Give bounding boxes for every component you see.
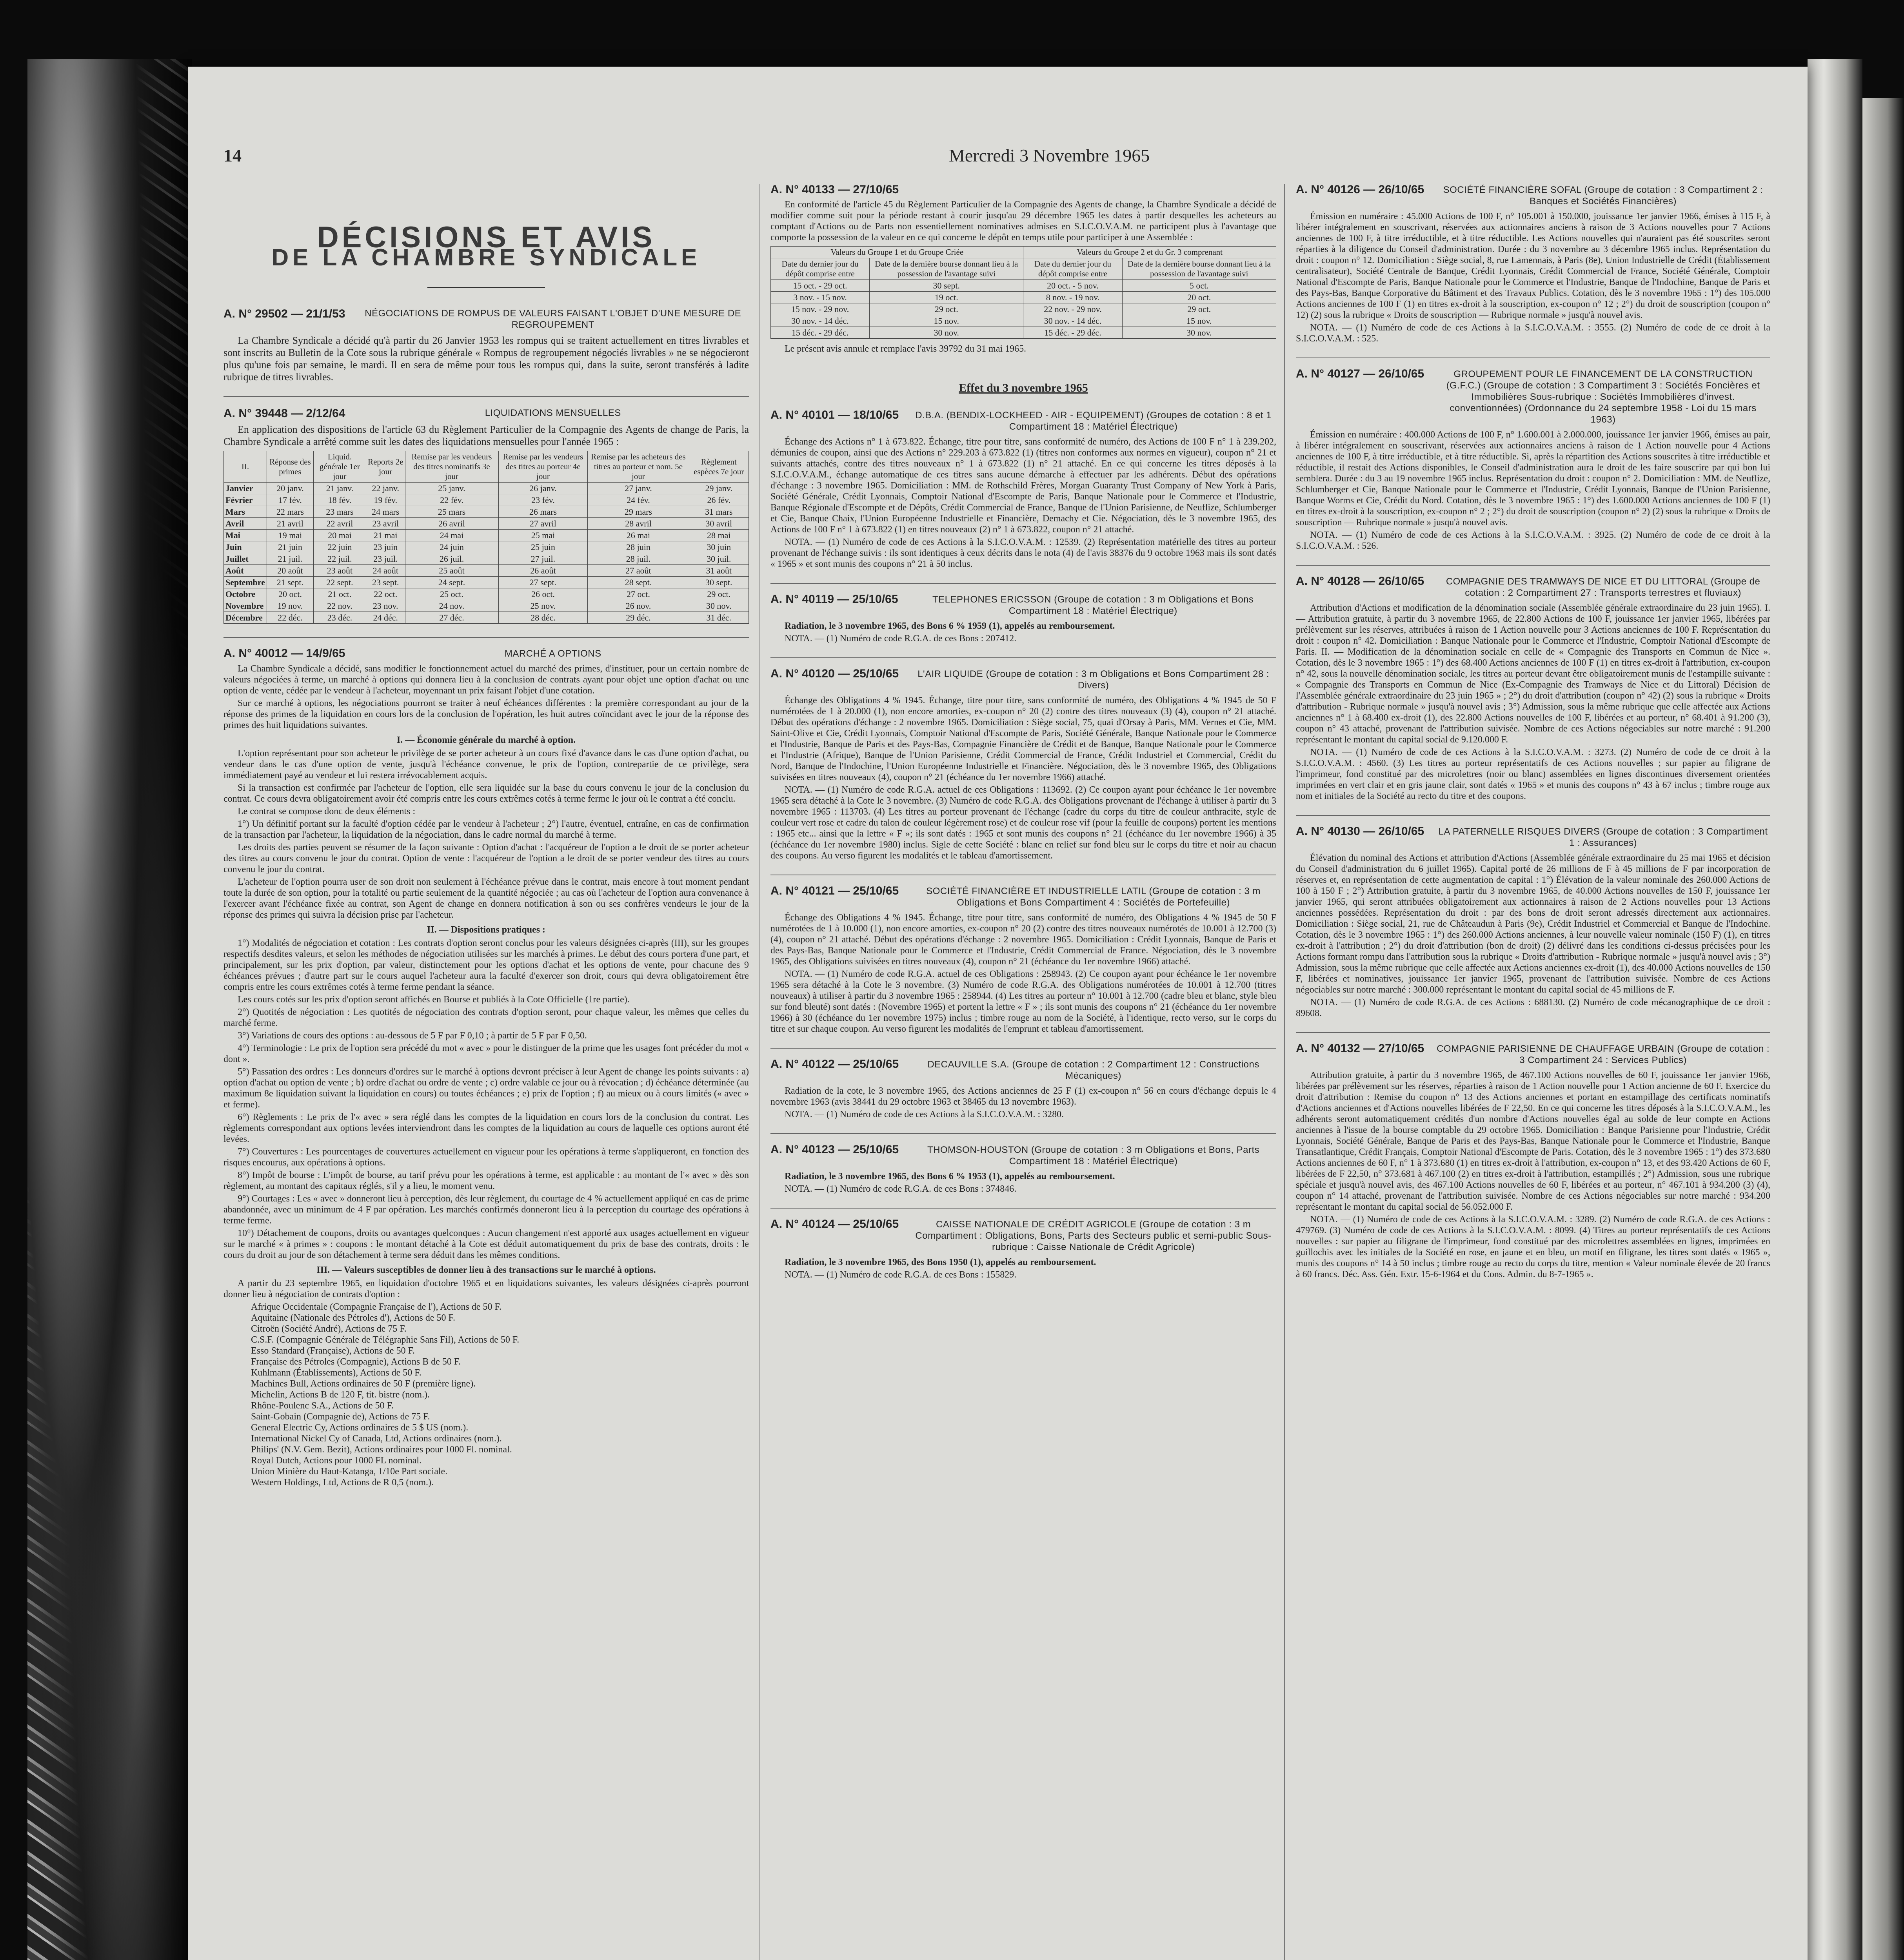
notice-40132 [1296, 1043, 1770, 1280]
notice-nota: NOTA. — (1) Numéro de code R.G.A. de ces Actions : 688130. (2) Numéro de code mécanographique de ce droit : 89608. [1296, 997, 1770, 1018]
notice-ref: A. N° 40101 — 18/10/65 [770, 408, 899, 421]
section-heading: III. — Valeurs susceptibles de donner lieu à des transactions sur le marché à options. [316, 1265, 656, 1275]
notice-nota: NOTA. — (1) Numéro de code de ces Actions à la S.I.C.O.V.A.M. : 3555. (2) Numéro de code de ce droit à la S.I.C.O.V.A.M. : 525. [1296, 323, 1770, 344]
notice-subject: LIQUIDATIONS MENSUELLES [485, 408, 621, 418]
table-cell: 30 sept. [689, 577, 749, 588]
table-cell: 21 oct. [313, 588, 366, 600]
list-item: Western Holdings, Ltd, Actions de R 0,5 (nom.). [251, 1477, 434, 1488]
table-cell: 28 juin [588, 541, 689, 553]
table-row [224, 518, 749, 530]
notice-body: Échange des Obligations 4 % 1945. Échange, titre pour titre, sans conformité de numéro, des Obligations 4 % 1945 de 50 F numérotées de 1 à 20.000 (1), non encore amorties, ex-coupon n° 20 (2) contre des titres nouveaux (3) (4), coupon n° 21 attaché. Début des opérations d'échange : 2 novembre 1965. Domiciliation : Siège social, 75, quai d'Orsay à Paris, MM. Vernes et Cie, MM. Saint-Olive et Cie, Crédit Lyonnais, Comptoir National d'Escompte de Paris, Société Générale, Banque Nationale pour le Commerce et l'Industrie, Banque de Paris et des Pays-Bas, Compagnie Financière de Crédit et de Banque, Banque Nationale pour le Commerce et l'Industrie (Afrique), Banque de l'Union Parisienne, Crédit Commercial de France, Crédit Industriel et Commercial, Crédit du Nord, Banque de l'Indochine, l'Union Européenne Industrielle et Financière. Négociation, dès le 3 novembre 1965, des Obligations suivisées en titres nouveaux (4), coupon n° 21 (échéance du 1er novembre 1966) attaché. [770, 695, 1276, 782]
table-cell: 23 mars [313, 506, 366, 518]
table-cell: Avril [224, 518, 267, 530]
table-cell: 21 janv. [313, 483, 366, 494]
table-cell: Mars [224, 506, 267, 518]
table-cell: 22 nov. [313, 600, 366, 612]
title-rule [427, 287, 545, 288]
table-cell: 27 juil. [498, 553, 588, 565]
paragraph: Les cours cotés sur les prix d'option seront affichés en Bourse et publiés à la Cote Officielle (1re partie). [238, 995, 630, 1005]
table-cell: 19 nov. [267, 600, 314, 612]
notice-nota: NOTA. — (1) Numéro de code R.G.A. de ces Bons : 207412. [785, 633, 1017, 644]
deposit-dates-table [770, 246, 1276, 339]
paragraph: 3°) Variations de cours des options : au-dessous de 5 F par F 0,10 ; à partir de 5 F par F 0,50. [238, 1031, 587, 1041]
notice-body: En application des dispositions de l'article 63 du Règlement Particulier de la Compagnie des Agents de change de Paris, la Chambre Syndicale a arrêté comme suit les dates des liquidations mensuelles pour l'année 1965 : [223, 424, 749, 447]
table-cell: 23 avril [366, 518, 405, 530]
table-cell: 29 oct. [1122, 303, 1276, 315]
notice-ref: A. N° 40127 — 26/10/65 [1296, 367, 1424, 380]
table-cell: 23 juin [366, 541, 405, 553]
table-row [224, 541, 749, 553]
table-cell: 22 juin [313, 541, 366, 553]
paragraph: 7°) Couvertures : Les pourcentages de couvertures actuellement en vigueur pour les opérations à terme s'appliqueront, en fonction des risques encourus, aux opérations à options. [223, 1147, 749, 1168]
table-cell: 15 nov. [870, 315, 1023, 327]
table-cell: Août [224, 565, 267, 577]
table-cell: 21 sept. [267, 577, 314, 588]
notice-40120 [770, 668, 1276, 861]
main-title: DÉCISIONS ET AVIS [317, 221, 656, 254]
table-cell: 29 mars [588, 506, 689, 518]
table-cell: 26 fév. [689, 494, 749, 506]
table-header-cell: Date du dernier jour du dépôt comprise entre [1023, 258, 1122, 280]
notice-subject: COMPAGNIE DES TRAMWAYS DE NICE ET DU LITTORAL (Groupe de cotation : 2 Compartiment 27 : Transports terrestres et fluviaux) [1446, 576, 1760, 598]
table-cell: Mai [224, 530, 267, 541]
table-cell: 20 oct. [267, 588, 314, 600]
table-cell: 31 août [689, 565, 749, 577]
list-item: Royal Dutch, Actions pour 1000 FL nominal. [251, 1455, 422, 1466]
liquidation-table [223, 451, 749, 624]
separator [1296, 1032, 1770, 1033]
notice-ref: A. N° 40012 — 14/9/65 [223, 647, 345, 660]
paragraph: 8°) Impôt de bourse : L'impôt de bourse, au tarif prévu pour les opérations à terme, est applicable : au montant de l'« avec » dès son règlement, au montant des capitaux réglés, s'il y a lieu, le moment venu. [223, 1170, 749, 1191]
separator [770, 1133, 1276, 1134]
table-cell: 21 mai [366, 530, 405, 541]
table-cell: 23 juil. [366, 553, 405, 565]
notice-40123 [770, 1144, 1276, 1194]
notice-subject: THOMSON-HOUSTON (Groupe de cotation : 3 m Obligations et Bons, Parts Compartiment 18 : Matériel Électrique) [927, 1145, 1260, 1167]
notice-29502 [223, 308, 749, 383]
table-cell: 23 nov. [366, 600, 405, 612]
notice-nota: NOTA. — (1) Numéro de code de ces Actions à la S.I.C.O.V.A.M. : 12539. (2) Représentation matérielle des titres au porteur provenant de l'échange suivis : ils sont identiques à ceux décrits dans le nota (4) de l'avis 38376 du 9 octobre 1963 mais ils sont datés « 1965 » et sont munis des coupons n° 21 à 50 inclus. [770, 537, 1276, 569]
notice-ref: A. N° 40133 — 27/10/65 [770, 184, 899, 196]
table-header-cell: Date du dernier jour du dépôt comprise entre [771, 258, 870, 280]
separator [223, 637, 749, 638]
notice-ref: A. N° 40132 — 27/10/65 [1296, 1042, 1424, 1055]
effect-date-heading: Effet du 3 novembre 1965 [959, 381, 1088, 394]
notice-40127 [1296, 368, 1770, 552]
paragraph: Sur ce marché à options, les négociations pourront se traiter à neuf échéances différentes : la première correspondant au jour de la réponse des primes de la liquidation en cours lors de la conclusion de l'opération, les huit autres coïncidant avec le jour de la réponse des primes des huit liquidations suivantes. [223, 698, 749, 730]
separator [770, 657, 1276, 658]
table-header-cell: Réponse des primes [267, 451, 314, 483]
list-item: Esso Standard (Française), Actions de 50 F. [251, 1346, 415, 1356]
table-cell: 15 nov. - 29 nov. [771, 303, 870, 315]
column-3 [1284, 184, 1770, 1960]
notice-nota: NOTA. — (1) Numéro de code de ces Actions à la S.I.C.O.V.A.M. : 3280. [785, 1109, 1064, 1120]
table-cell: 27 sept. [498, 577, 588, 588]
notice-40128 [1296, 576, 1770, 802]
notice-nota: NOTA. — (1) Numéro de code de ces Actions à la S.I.C.O.V.A.M. : 3289. (2) Numéro de code R.G.A. de ces Actions : 479769. (3) Numéro de code de ces Actions à la S.I.C.O.V.A.M. : 8099. (4) Titres au porteur représentatifs de ces Actions nouvelles : sur papier au filigrane de l'imprimeur, fond constitué par des microlettres assemblées en lignes, imprimées en guillochis avec les initiales de la Société en rose, en jaune et en bleu, un motif en filigrane, les titres sont datés « 1965 », munis des coupons n° 14 à 50 inclus ; timbre rouge au recto du corps du titre, mention « Valeur nominale élevée de 20 francs à 60 francs. Déc. Ass. Gén. Extr. 15-6-1964 et du Cons. Admin. du 8-7-1965 ». [1296, 1214, 1770, 1279]
table-cell: 30 nov. [1122, 327, 1276, 339]
notice-subject: L'AIR LIQUIDE (Groupe de cotation : 3 m Obligations et Bons Compartiment 28 : Divers) [917, 669, 1270, 691]
main-subtitle: DE LA CHAMBRE SYNDICALE [271, 244, 701, 270]
table-cell: Décembre [224, 612, 267, 624]
paragraph: 5°) Passation des ordres : Les donneurs d'ordres sur le marché à options devront préciser à leur Agent de change les points suivants : a) option d'achat ou option de vente ; b) ordre d'achat ou ordre de vente ; c) ordre valable ce jour ou à révocation ; d) échéance déterminée (au maximum 8e liquidation suivant la liquidation en cours) ou toutes échéances ; e) prix de l'option ; f) au mieux ou à cours limités (« avec » et ferme). [223, 1067, 749, 1110]
notice-ref: A. N° 40126 — 26/10/65 [1296, 184, 1424, 196]
table-cell: 15 oct. - 29 oct. [771, 280, 870, 292]
table-cell: 30 nov. [689, 600, 749, 612]
notice-body: Attribution gratuite, à partir du 3 novembre 1965, de 467.100 Actions nouvelles de 60 F, jouissance 1er janvier 1966, libérées par prélèvement sur les réserves, réparties à raison de 1 Action nouvelle pour 1 Action ancienne de 60 F. Exercice du droit d'attribution : Remise du coupon n° 13 des Actions anciennes et portant en estampillage des certificats nominatifs d'Actions anciennes et d'Actions nouvelles libérées de F 22,50. En ce qui concerne les titres déposés à la S.I.C.O.V.A.M., les adhérents seront automatiquement crédités d'un nombre d'Actions nouvelles égal au solde de leur compte en Actions anciennes à l'issue de la bourse comptable du 29 octobre 1965. Domiciliation : Banque Parisienne pour l'Industrie, Crédit Lyonnais, Société Générale, Banque de Paris et des Pays-Bas, Banque Nationale pour le Commerce et l'Industrie, Banque Transatlantique, Crédit Français, Comptoir National d'Escompte de Paris. Cotation, dès le 3 novembre 1965 : 1°) des 373.680 Actions anciennes de 60 F, n° 1 à 373.680 (1) en titres ex-droit à l'attribution, ex-coupon n° 13, et des 93.420 Actions de 60 F, libérées de F 22,50, n° 373.681 à 467.100 (2) en titres ex-droit à l'attribution, estampillés ; 2°) Admission, sous une rubrique spéciale et jusqu'à nouvel avis, des 467.100 Actions nouvelles de 60 F, libérées et au porteur, n° 467.101 à 934.200 (3) (4), coupon n° 14 attaché, provenant de l'attribution suivisée. Nombre de ces Actions négociables sur notre marché : 934.200 représentant le montant du capital social de 56.052.000 F. [1296, 1070, 1770, 1212]
notice-subject: D.B.A. (BENDIX-LOCKHEED - AIR - EQUIPEMENT) (Groupes de cotation : 8 et 1 Compartiment 18 : Matériel Électrique) [915, 410, 1272, 432]
paragraph: 2°) Quotités de négociation : Les quotités de négociation des contrats d'option seront, pour chaque valeur, les mêmes que celles du marché ferme. [223, 1007, 749, 1028]
next-page-edge-2 [1862, 98, 1904, 1960]
notice-subject: TELEPHONES ERICSSON (Groupe de cotation : 3 m Obligations et Bons Compartiment 18 : Matériel Électrique) [932, 594, 1254, 616]
notice-ref: A. N° 39448 — 2/12/64 [223, 407, 345, 420]
table-cell: 27 déc. [405, 612, 498, 624]
notice-nota: NOTA. — (1) Numéro de code de ces Actions à la S.I.C.O.V.A.M. : 3925. (2) Numéro de code de ce droit à la S.I.C.O.V.A.M. : 526. [1296, 530, 1770, 551]
table-cell: 20 mai [313, 530, 366, 541]
table-cell: 24 fév. [588, 494, 689, 506]
notice-subject: DECAUVILLE S.A. (Groupe de cotation : 2 Compartiment 12 : Constructions Mécaniques) [927, 1059, 1259, 1081]
table-cell: 5 oct. [1122, 280, 1276, 292]
table-cell: 30 nov. - 14 déc. [771, 315, 870, 327]
table-cell: 15 déc. - 29 déc. [771, 327, 870, 339]
table-cell: 26 août [498, 565, 588, 577]
table-cell: 28 déc. [498, 612, 588, 624]
table-cell: 25 juin [498, 541, 588, 553]
list-item: General Electric Cy, Actions ordinaires de 5 $ US (nom.). [251, 1423, 469, 1433]
notice-40121 [770, 886, 1276, 1034]
table-cell: 22 nov. - 29 nov. [1023, 303, 1122, 315]
list-item: Philips' (N.V. Gem. Bezit), Actions ordinaires pour 1000 Fl. nominal. [251, 1445, 512, 1455]
column-1 [223, 184, 749, 1960]
table-cell: 20 janv. [267, 483, 314, 494]
notice-39448 [223, 407, 749, 624]
table-cell: 30 avril [689, 518, 749, 530]
paragraph: 9°) Courtages : Les « avec » donneront lieu à perception, dès leur règlement, du courtage de 4 % actuellement appliqué en cas de prime abandonnée, avec un minimum de 4 F par opération. Les marchés confirmés donneront lieu à la perception du courtage des opérations à terme ferme. [223, 1194, 749, 1226]
table-cell: Février [224, 494, 267, 506]
table-group-a: Valeurs du Groupe 1 et du Groupe Criée [771, 247, 1023, 258]
separator [1296, 565, 1770, 566]
section-heading: II. — Dispositions pratiques : [427, 925, 546, 935]
separator [1296, 815, 1770, 816]
table-row [224, 577, 749, 588]
table-header-cell: Date de la dernière bourse donnant lieu à la possession de l'avantage suivi [870, 258, 1023, 280]
notice-nota: NOTA. — (1) Numéro de code R.G.A. de ces Bons : 155829. [785, 1270, 1017, 1280]
list-item: Afrique Occidentale (Compagnie Française de l'), Actions de 50 F. [251, 1302, 501, 1312]
table-cell: 30 juil. [689, 553, 749, 565]
notice-nota: NOTA. — (1) Numéro de code R.G.A. actuel de ces Obligations : 258943. (2) Ce coupon ayant pour échéance le 1er novembre 1965 sera détaché à la Cote le 3 novembre. (3) Numéro de code R.G.A. des Obligations numérotées de 10.001 à 12.700 (titres nouveaux) à utiliser à partir du 3 novembre 1965 : 258944. (4) Les titres au porteur n° 10.001 à 12.700 (cadre bleu et blanc, style bleu sur fond bleuté) sont datés : (Novembre 1965) et portent la lettre « F » ; ils sont munis des coupons n° 21 (échéance du 1er novembre 1966) à 30 (échéance du 1er novembre 1975) inclus ; timbre rouge au nom de la Société, à l'identique, recto verso, sur le corps du titre et sur chaque coupon. Au verso figurent les modalités de l'emprunt et tableau d'amortissement. [770, 969, 1276, 1034]
paragraph: L'option représentant pour son acheteur le privilège de se porter acheteur à un cours fixé d'avance dans le cas d'une option d'achat, ou vendeur dans le cas d'une option de vente, jusqu'à l'échéance convenue, le prix de l'option, contrepartie de ce privilège, sera immédiatement payé au vendeur et lui restera irrévocablement acquis. [223, 748, 749, 780]
table-cell: 25 mars [405, 506, 498, 518]
table-cell: 28 mai [689, 530, 749, 541]
table-cell: 21 juin [267, 541, 314, 553]
list-item: Kuhlmann (Établissements), Actions de 50 F. [251, 1368, 421, 1378]
table-row [224, 612, 749, 624]
paragraph: L'acheteur de l'option pourra user de son droit non seulement à l'échéance prévue dans le contrat, mais encore à tout moment pendant toute la durée de son option, pour la totalité ou partie seulement de la quantité négociée ; au cas où l'acheteur de l'option aura convenance à l'exercer avant l'échéance fixée au contrat, son Agent de change en donnera notification à son ou ses confrères vendeurs le jour de la réponse des primes qui suivra la décision prise par l'acheteur. [223, 877, 749, 920]
notice-ref: A. N° 29502 — 21/1/53 [223, 307, 345, 320]
table-cell: Octobre [224, 588, 267, 600]
table-row [224, 600, 749, 612]
table-row [224, 530, 749, 541]
separator [770, 583, 1276, 584]
table-row [224, 588, 749, 600]
notice-body: Élévation du nominal des Actions et attribution d'Actions (Assemblée générale extraordinaire du 25 mai 1965 et décision du Conseil d'administration du 6 juillet 1965). Capital porté de 26 millions de F à 45 millions de F par incorporation de réserves et, en représentation de cette augmentation de capital : 1°) Élévation de la valeur nominale des 260.000 Actions de 100 à 150 F ; 2°) Attribution gratuite, à partir du 3 novembre 1965, de 40.000 Actions nouvelles de 150 F, jouissance 1er janvier 1965, qui seront attribuées obligatoirement aux actionnaires à raison de 2 Actions nouvelles pour 13 Actions anciennes possédées. Représentation du droit : par des bons de droit seront adressés directement aux actionnaires. Domiciliation : Siège social, 21, rue de Châteaudun à Paris (9e), Crédit Industriel et Commercial et Banque de l'Indochine. Cotation, dès le 3 novembre 1965 : 1°) des 260.000 Actions anciennes, à leur nouvelle valeur nominale (150 F) (1), en titres ex-droit à l'attribution ; 2°) du droit d'attribution (bon de droit) (2) délivré dans les conditions ci-dessus précisées pour les Actions formant rompu dans l'attribution sous la rubrique « Droits d'attribution - Rubrique normale » jusqu'à nouvel avis ; 3°) Admission, sous la même rubrique que celle affectée aux Actions anciennes ex-droit (1), des 40.000 Actions nouvelles de 150 F, libérées et nominatives, jouissance 1er janvier 1965, provenant de l'attribution suivisée. Nombre de ces Actions négociables sur notre marché : 300.000 représentant le montant du capital social de 45 millions de F. [1296, 853, 1770, 995]
table-cell: Septembre [224, 577, 267, 588]
notice-body: Radiation, le 3 novembre 1965, des Bons 6 % 1959 (1), appelés au remboursement. [785, 621, 1115, 631]
table-row [224, 553, 749, 565]
next-page-edge [1808, 59, 1862, 1960]
notice-40130 [1296, 826, 1770, 1019]
table-cell: 26 avril [405, 518, 498, 530]
notice-40119 [770, 594, 1276, 644]
paragraph: Les droits des parties peuvent se résumer de la façon suivante : Option d'achat : l'acquéreur de l'option a le droit de se porter acheteur des titres au cours convenu le jour du contrat. Option de vente : l'acquéreur de l'option a le droit de se porter vendeur des titres au cours convenu le jour du contrat. [223, 842, 749, 875]
notice-body: Échange des Actions n° 1 à 673.822. Échange, titre pour titre, sans conformité de numéro, des Actions de 100 F n° 1 à 239.202, démunies de coupon, ainsi que des Actions n° 229.203 à 673.822 (1) (titres non conformes aux normes en vigueur), coupon n° 21 et suivants attachés, contre des titres nouveaux n° 1 à 673.822 (1) n° 21 attaché. En ce qui concerne les titres déposés à la S.I.C.O.V.A.M., échange automatique de ces titres sans aucune démarche à effectuer par les adhérents. Début des opérations d'échange : 3 novembre 1965. Domiciliation : MM. de Rothschild Frères, Morgan Guaranty Trust Company of New York à Paris, Société Générale, Crédit Lyonnais, Comptoir National d'Escompte de Paris, Banque Nationale pour le Commerce et l'Industrie, Banque Régionale d'Escompte et de Dépôts, Crédit Commercial de France, Banque de l'Union Parisienne, de Neuflize, Schlumberger et Cie, Banque Chaix, l'Union Européenne Industrielle et Financière, Demachy et Cie. Négociation, dès le 3 novembre 1965, des Actions de 100 F n° 1 à 673.822 (1) en titres nouveaux (2) n° 1 à 673.822, coupon n° 21 attaché. [770, 437, 1276, 535]
table-cell: 20 oct. [1122, 292, 1276, 303]
table-cell: 24 mars [366, 506, 405, 518]
table-cell: 22 mars [267, 506, 314, 518]
table-row [771, 303, 1276, 315]
table-cell: 23 sept. [366, 577, 405, 588]
paragraph: 1°) Modalités de négociation et cotation : Les contrats d'option seront conclus pour les valeurs désignées ci-après (III), sur les groupes respectifs desdites valeurs, et selon les méthodes de négociation utilisées sur les marchés à primes. Le début des cours portera d'une part, et principalement, sur les prix d'option, par valeur, distinctement pour les options d'achat et les options de vente, pour chacune des 9 échéances prévues ; d'autre part sur le cours auquel l'acheteur aura la faculté d'exercer son droit, cours qui devra obligatoirement être compris entre les cours extrêmes cotés à terme ferme pendant la séance. [223, 938, 749, 992]
table-cell: 29 janv. [689, 483, 749, 494]
table-header-cell: Règlement espèces 7e jour [689, 451, 749, 483]
notice-subject: SOCIÉTÉ FINANCIÈRE ET INDUSTRIELLE LATIL (Groupe de cotation : 3 m Obligations et Bons Compartiment 4 : Sociétés de Portefeuille) [926, 886, 1261, 908]
table-row [771, 315, 1276, 327]
table-group-b: Valeurs du Groupe 2 et du Gr. 3 comprenant [1023, 247, 1276, 258]
notice-ref: A. N° 40124 — 25/10/65 [770, 1218, 899, 1230]
table-cell: 22 avril [313, 518, 366, 530]
table-cell: 15 nov. [1122, 315, 1276, 327]
list-item: Union Minière du Haut-Katanga, 1/10e Part sociale. [251, 1466, 448, 1477]
table-cell: 21 avril [267, 518, 314, 530]
table-cell: 31 mars [689, 506, 749, 518]
table-cell: Janvier [224, 483, 267, 494]
table-header-cell: Reports 2e jour [366, 451, 405, 483]
table-header-cell: II. [224, 451, 267, 483]
table-cell: 22 déc. [267, 612, 314, 624]
table-cell: 30 nov. - 14 déc. [1023, 315, 1122, 327]
separator [770, 1048, 1276, 1049]
table-cell: 30 sept. [870, 280, 1023, 292]
table-cell: 19 fév. [366, 494, 405, 506]
table-row [224, 506, 749, 518]
notice-body: La Chambre Syndicale a décidé qu'à partir du 26 Janvier 1953 les rompus qui se traitent actuellement en titres livrables et sont inscrits au Bulletin de la Cote sous la rubrique générale « Rompus de regroupement négociés livrables » ne se négocieront plus qu'une fois par semaine, le mardi. Il en sera de même pour tous les rompus qui, dans la suite, seront transférés à ladite rubrique de titres livrables. [223, 335, 749, 383]
table-row [224, 483, 749, 494]
table-cell: 26 janv. [498, 483, 588, 494]
notice-subject: GROUPEMENT POUR LE FINANCEMENT DE LA CONSTRUCTION (G.F.C.) (Groupe de cotation : 3 Compartiment 3 : Sociétés Foncières et Immobilières Sous-rubrique : Sociétés Immobilières d'invest. conventionnées) (Ordonnance du 24 septembre 1958 - Loi du 15 mars 1963) [1446, 369, 1760, 425]
table-cell: Juillet [224, 553, 267, 565]
table-cell: 26 mars [498, 506, 588, 518]
table-cell: 23 fév. [498, 494, 588, 506]
table-cell: 24 mai [405, 530, 498, 541]
table-cell: 22 fév. [405, 494, 498, 506]
table-cell: 27 janv. [588, 483, 689, 494]
table-cell: 25 mai [498, 530, 588, 541]
table-cell: 31 déc. [689, 612, 749, 624]
table-cell: 25 janv. [405, 483, 498, 494]
table-header-cell: Liquid. générale 1er jour [313, 451, 366, 483]
notice-nota: NOTA. — (1) Numéro de code de ces Actions à la S.I.C.O.V.A.M. : 3273. (2) Numéro de code de ce droit à la S.I.C.O.V.A.M. : 4560. (3) Les titres au porteur représentatifs de ces Actions nouvelles ; sur papier au filigrane de l'imprimeur, fond constitué par des microlettres (noir ou blanc) assemblées en lignes discontinues diversement orientées imprimées en vert clair et en gris jaune clair, sont datés « 1965 » et munis des coupons n° 43 à 67 inclus ; timbre rouge aux nom et initiales de la Société au recto du titre et des coupons. [1296, 747, 1770, 801]
notice-ref: A. N° 40122 — 25/10/65 [770, 1058, 899, 1071]
notice-body: Radiation, le 3 novembre 1965, des Bons 1950 (1), appelés au remboursement. [785, 1257, 1096, 1267]
column-2 [759, 184, 1276, 1960]
table-row [771, 292, 1276, 303]
table-cell: 3 nov. - 15 nov. [771, 292, 870, 303]
table-cell: 24 déc. [366, 612, 405, 624]
option-values-list [251, 1301, 749, 1488]
list-item: Française des Pétroles (Compagnie), Actions B de 50 F. [251, 1357, 461, 1367]
table-cell: 28 juil. [588, 553, 689, 565]
table-cell: 26 oct. [498, 588, 588, 600]
table-cell: 23 août [313, 565, 366, 577]
table-cell: 26 mai [588, 530, 689, 541]
paragraph: 10°) Détachement de coupons, droits ou avantages quelconques : Aucun changement n'est apporté aux usages actuellement en vigueur sur le marché « à primes » : coupons : le montant détaché à la Cote est déduit automatiquement du prix de base des contrats, droits : le cours du droit au jour de son détachement à terme sera déduit dans les mêmes conditions. [223, 1228, 749, 1260]
paragraph: 4°) Terminologie : Le prix de l'option sera précédé du mot « avec » pour le distinguer de la prime que les usages font précéder du mot « dont ». [223, 1043, 749, 1064]
list-item: Michelin, Actions B de 120 F, tit. bistre (nom.). [251, 1390, 430, 1400]
table-cell: 29 oct. [870, 303, 1023, 315]
notice-nota: NOTA. — (1) Numéro de code R.G.A. actuel de ces Obligations : 113692. (2) Ce coupon ayant pour échéance le 1er novembre 1965 sera détaché à la Cote le 3 novembre. (3) Numéro de code R.G.A. des Obligations provenant de l'échange à utiliser à partir du 3 novembre 1965 : 113703. (4) Les titres au porteur provenant de l'échange (cadre du corps du titre de couleur anthracite, style de couleur vert rose et cadre du talon de couleur légèrement rose) et de couleur rose vif (pour la feuille de coupons) portent les mentions : 1965 etc... ainsi que la lettre « F »; ils sont datés : 1965 et sont munis des coupons n° 21 (échéance du 1er novembre 1966) à 35 (échéance du 1er novembre 1980) inclus. Sigle de cette Société : blanc en relief sur fond bleu sur le corps du titre et noir au chacun des coupons. Au verso figurent les modalités et le tableau d'amortissement. [770, 785, 1276, 861]
table-cell: Novembre [224, 600, 267, 612]
table-cell: 24 juin [405, 541, 498, 553]
table-cell: 27 avril [498, 518, 588, 530]
notice-40101 [770, 410, 1276, 570]
notice-40012 [223, 648, 749, 1488]
table-cell: 25 nov. [498, 600, 588, 612]
table-cell: 22 janv. [366, 483, 405, 494]
separator [223, 396, 749, 397]
notice-ref: A. N° 40123 — 25/10/65 [770, 1143, 899, 1156]
notice-body: Attribution d'Actions et modification de la dénomination sociale (Assemblée générale extraordinaire du 23 juin 1965). I. — Attribution gratuite, à partir du 3 novembre 1965, de 22.800 Actions de 100 F, jouissance 1er janvier 1965, libérées par prélèvement sur les réserves, attribuées à raison de 1 Action nouvelle pour 3 Actions anciennes de 100 F. Représentation du droit : coupon n° 42. Domiciliation : Banque Nationale pour le Commerce et l'Industrie, Comptoir National d'Escompte de Paris. II. — Modification de la dénomination sociale en celle de « Compagnie des Transports en Commun de Nice ». Cotation, dès le 3 novembre 1965 : 1°) des 68.400 Actions anciennes de 100 F (1) en titres ex-droit à l'attribution, ex-coupon n° 42, sous la nouvelle dénomination sociale, les titres au porteur devant être obligatoirement munis de l'estampille suivante : « Compagnie des Transports en Commun de Nice (Ex-Compagnie des Tramways de Nice et du Littoral) Décision de l'Assemblée générale extraordinaire du 23 juin 1965 » ; 2°) du droit d'attribution (coupon n° 42) (2) sous la rubrique « Droits d'attribution - Rubrique normale » jusqu'à nouvel avis ; 3°) Admission, sous la même rubrique que celle affectée aux Actions anciennes n° 1 à 68.400 ex-droit (1), des 22.800 Actions nouvelles de 100 F, libérées et au porteur, n° 68.401 à 91.200 (3), coupon n° 43 attaché, provenant de l'attribution suivisée. Nombre de ces Actions négociables sur notre marché : 91.200 représentant le montant du capital social de 9.120.000 F. [1296, 603, 1770, 745]
binding-shadow [59, 59, 192, 1960]
table-cell: 20 août [267, 565, 314, 577]
page-date: Mercredi 3 Novembre 1965 [949, 145, 1150, 165]
separator [770, 1208, 1276, 1209]
table-header-cell: Remise par les vendeurs des titres au porteur 4e jour [498, 451, 588, 483]
table-cell: 19 oct. [870, 292, 1023, 303]
table-cell: Juin [224, 541, 267, 553]
notice-ref: A. N° 40120 — 25/10/65 [770, 667, 899, 680]
table-cell: 24 août [366, 565, 405, 577]
table-header-cell: Remise par les vendeurs des titres nominatifs 3e jour [405, 451, 498, 483]
table-row [771, 327, 1276, 339]
page-number: 14 [223, 145, 242, 165]
paragraph: La Chambre Syndicale a décidé, sans modifier le fonctionnement actuel du marché des primes, d'instituer, pour un certain nombre de valeurs négociées à terme, un marché à options qui donnera lieu à la conclusion de contrats ayant pour objet une option d'achat ou une option de vente, cédée par le vendeur à l'acheteur, moyennant un prix faisant l'objet d'une cotation. [223, 664, 749, 696]
table-cell: 30 nov. [870, 327, 1023, 339]
notice-40122 [770, 1059, 1276, 1120]
table-cell: 26 juil. [405, 553, 498, 565]
list-item: Saint-Gobain (Compagnie de), Actions de 75 F. [251, 1412, 430, 1422]
table-row [224, 565, 749, 577]
table-cell: 29 déc. [588, 612, 689, 624]
notice-body: Émission en numéraire : 45.000 Actions de 100 F, n° 105.001 à 150.000, jouissance 1er janvier 1966, émises à 115 F, à libérer intégralement en souscrivant, réservées aux actionnaires anciens à raison de 3 Actions nouvelles pour 7 Actions anciennes de 100 F, à titre irréductible, et à titre réductible. Les Actions nouvelles qui n'auraient pas été souscrites seront réparties à la diligence du Conseil d'administration. Durée : du 3 novembre au 3 décembre 1965 inclus. Représentation du droit : coupon n° 12. Domiciliation : Siège social, 8, rue Lamennais, à Paris (8e), Union Industrielle de Crédit (Établissement centralisateur), Société Centrale de Banque, Crédit Lyonnais, Crédit Commercial de France, Société Générale, Comptoir National d'Escompte de Paris, Banque Nationale pour le Commerce et l'Industrie, Banque de l'Indochine, Banque de Paris et des Pays-Bas, Banque Corporative du Bâtiment et des Travaux Publics. Cotation, dès le 3 novembre 1965 : 1°) des 105.000 Actions anciennes de 100 F (1) en titres ex-droit à la souscription, ex-coupon n° 12 ; 2°) du droit de souscription (coupon n° 12) (2) sous la rubrique « Droits de souscription — Rubrique normale » jusqu'à nouvel avis. [1296, 211, 1770, 320]
notice-body: Radiation de la cote, le 3 novembre 1965, des Actions anciennes de 25 F (1) ex-coupon n° 56 en cours d'échange depuis le 4 novembre 1963 (avis 38441 du 29 octobre 1963 et 38465 du 13 novembre 1963). [770, 1086, 1276, 1107]
table-cell: 27 oct. [588, 588, 689, 600]
notice-footer: Le présent avis annule et remplace l'avis 39792 du 31 mai 1965. [785, 344, 1026, 354]
paragraph: Si la transaction est confirmée par l'acheteur de l'option, elle sera liquidée sur la base du cours convenu le jour de la conclusion du contrat. Ce cours devra obligatoirement avoir été compris entre les cours extrêmes cotés à terme ferme le jour où le contrat a été conclu. [223, 783, 749, 804]
page-header [223, 145, 1768, 176]
table-cell: 22 sept. [313, 577, 366, 588]
table-cell: 26 nov. [588, 600, 689, 612]
notice-subject: COMPAGNIE PARISIENNE DE CHAUFFAGE URBAIN (Groupe de cotation : 3 Compartiment 24 : Services Publics) [1437, 1044, 1770, 1065]
notice-40126 [1296, 184, 1770, 344]
notice-subject: SOCIÉTÉ FINANCIÈRE SOFAL (Groupe de cotation : 3 Compartiment 2 : Banques et Sociétés Financières) [1443, 185, 1763, 207]
list-item: C.S.F. (Compagnie Générale de Télégraphie Sans Fil), Actions de 50 F. [251, 1335, 520, 1345]
paragraph: Le contrat se compose donc de deux éléments : [238, 806, 416, 817]
newspaper-page [188, 67, 1808, 1960]
notice-subject: MARCHÉ A OPTIONS [504, 648, 601, 659]
table-cell: 30 juin [689, 541, 749, 553]
notice-subject: CAISSE NATIONALE DE CRÉDIT AGRICOLE (Groupe de cotation : 3 m Compartiment : Obligations, Bons, Parts des Secteurs public et semi-public Sous-rubrique : Caisse Nationale de Crédit Agricole) [915, 1219, 1272, 1252]
table-cell: 20 oct. - 5 nov. [1023, 280, 1122, 292]
table-cell: 24 nov. [405, 600, 498, 612]
list-item: International Nickel Cy of Canada, Ltd, Actions ordinaires (nom.). [251, 1434, 502, 1444]
table-row [771, 280, 1276, 292]
table-cell: 8 nov. - 19 nov. [1023, 292, 1122, 303]
table-cell: 18 fév. [313, 494, 366, 506]
paragraph: A partir du 23 septembre 1965, en liquidation d'octobre 1965 et en liquidations suivantes, les valeurs désignées ci-après pourront donner lieu à négociation de contrats d'option : [223, 1278, 749, 1299]
list-item: Rhône-Poulenc S.A., Actions de 50 F. [251, 1401, 394, 1411]
paragraph: 6°) Règlements : Le prix de l'« avec » sera réglé dans les comptes de la liquidation en cours lors de la conclusion du contrat. Les règlements correspondant aux options levées interviendront dans les comptes de la liquidation au cours de laquelle ces options auront été levées. [223, 1112, 749, 1144]
table-cell: 23 déc. [313, 612, 366, 624]
list-item: Machines Bull, Actions ordinaires de 50 F (première ligne). [251, 1379, 476, 1389]
notice-ref: A. N° 40119 — 25/10/65 [770, 593, 898, 606]
table-row [224, 494, 749, 506]
notice-body: Échange des Obligations 4 % 1945. Échange, titre pour titre, sans conformité de numéro, des Obligations 4 % 1945 de 50 F numérotées de 1 à 10.000 (1), non encore amorties, ex-coupon n° 20 (2) contre des titres nouveaux numérotés de 10.001 à 12.700 (3) (4), coupon n° 21 attaché. Début des opérations d'échange : 2 novembre 1965. Domiciliation : Crédit Lyonnais, Banque de Paris et des Pays-Bas, Banque Nationale pour le Commerce et l'Industrie, Crédit Commercial de France. Négociation, dès le 3 novembre 1965, des Obligations suivisées en titres nouveaux (4), coupon n° 21 (échéance du 1er novembre 1966) attaché. [770, 913, 1276, 967]
table-cell: 25 oct. [405, 588, 498, 600]
table-header-cell: Date de la dernière bourse donnant lieu à la possession de l'avantage suivi [1122, 258, 1276, 280]
notice-40124 [770, 1219, 1276, 1280]
table-cell: 24 sept. [405, 577, 498, 588]
table-cell: 28 sept. [588, 577, 689, 588]
notice-body: En conformité de l'article 45 du Règlement Particulier de la Compagnie des Agents de change, la Chambre Syndicale a décidé de modifier comme suit pour la période restant à courir jusqu'au 29 décembre 1965 les dates à partir desquelles les acheteurs au comptant d'Actions ou de Parts non essentiellement nominatives admises en S.I.C.O.V.A.M. ne participent plus à l'avantage que comporte la possession de la valeur en ce qui concerne le dépôt en temps utile pour participer à une Assemblée : [770, 200, 1276, 243]
table-cell: 22 oct. [366, 588, 405, 600]
table-cell: 19 mai [267, 530, 314, 541]
paragraph: 1°) Un définitif portant sur la faculté d'option cédée par le vendeur à l'acheteur ; 2°) l'autre, éventuel, entraîne, en cas de confirmation de la transaction par l'acheteur, la liquidation de la négociation, dans le cadre normal du marché à terme. [223, 819, 749, 840]
notice-ref: A. N° 40130 — 26/10/65 [1296, 825, 1424, 838]
table-cell: 28 avril [588, 518, 689, 530]
notice-40133 [770, 184, 1276, 354]
table-cell: 15 déc. - 29 déc. [1023, 327, 1122, 339]
table-cell: 22 juil. [313, 553, 366, 565]
table-cell: 29 oct. [689, 588, 749, 600]
section-heading: I. — Économie générale du marché à option. [396, 735, 576, 745]
table-cell: 27 août [588, 565, 689, 577]
notice-subject: LA PATERNELLE RISQUES DIVERS (Groupe de cotation : 3 Compartiment 1 : Assurances) [1438, 826, 1768, 848]
list-item: Citroën (Société André), Actions de 75 F. [251, 1324, 407, 1334]
notice-nota: NOTA. — (1) Numéro de code R.G.A. de ces Bons : 374846. [785, 1184, 1017, 1194]
notice-body: Radiation, le 3 novembre 1965, des Bons 6 % 1953 (1), appelés au remboursement. [785, 1171, 1115, 1181]
table-cell: 17 fév. [267, 494, 314, 506]
notice-ref: A. N° 40128 — 26/10/65 [1296, 575, 1424, 588]
table-cell: 25 août [405, 565, 498, 577]
table-cell: 21 juil. [267, 553, 314, 565]
notice-body: Émission en numéraire : 400.000 Actions de 100 F, n° 1.600.001 à 2.000.000, jouissance 1er janvier 1966, émises au pair, à libérer intégralement en souscrivant, réservées aux actionnaires anciens à raison de 1 Action nouvelle pour 4 Actions anciennes de 100 F, à titre irréductible, et à titre réductible. Si, après la répartition des Actions souscrites à titre irréductible et réductible, il restait des Actions disponibles, le Conseil d'administration aura le droit de les faire souscrire par qui bon lui semblera. Durée : du 3 au 19 novembre 1965 inclus. Représentation du droit : coupon n° 2. Domiciliation : MM. de Neuflize, Schlumberger et Cie, Banque Nationale pour le Commerce et l'Industrie, Crédit Lyonnais, Banque de l'Union Parisienne, Banque Worms et Cie, Crédit du Nord. Cotation, dès le 3 novembre 1965 : 1°) des 1.600.000 Actions anciennes de 100 F (1) en titres ex-droit à la souscription, ex-coupon n° 2 ; 2°) du droit de souscription (coupon n° 2) (2) sous la rubrique « Droits de souscription — Rubrique normale » jusqu'à nouvel avis. [1296, 430, 1770, 528]
notice-subject: NÉGOCIATIONS DE ROMPUS DE VALEURS FAISANT L'OBJET D'UNE MESURE DE REGROUPEMENT [365, 308, 741, 330]
notice-ref: A. N° 40121 — 25/10/65 [770, 884, 899, 897]
table-header-cell: Remise par les acheteurs des titres au porteur et nom. 5e jour [588, 451, 689, 483]
list-item: Aquitaine (Nationale des Pétroles d'), Actions de 50 F. [251, 1313, 455, 1323]
